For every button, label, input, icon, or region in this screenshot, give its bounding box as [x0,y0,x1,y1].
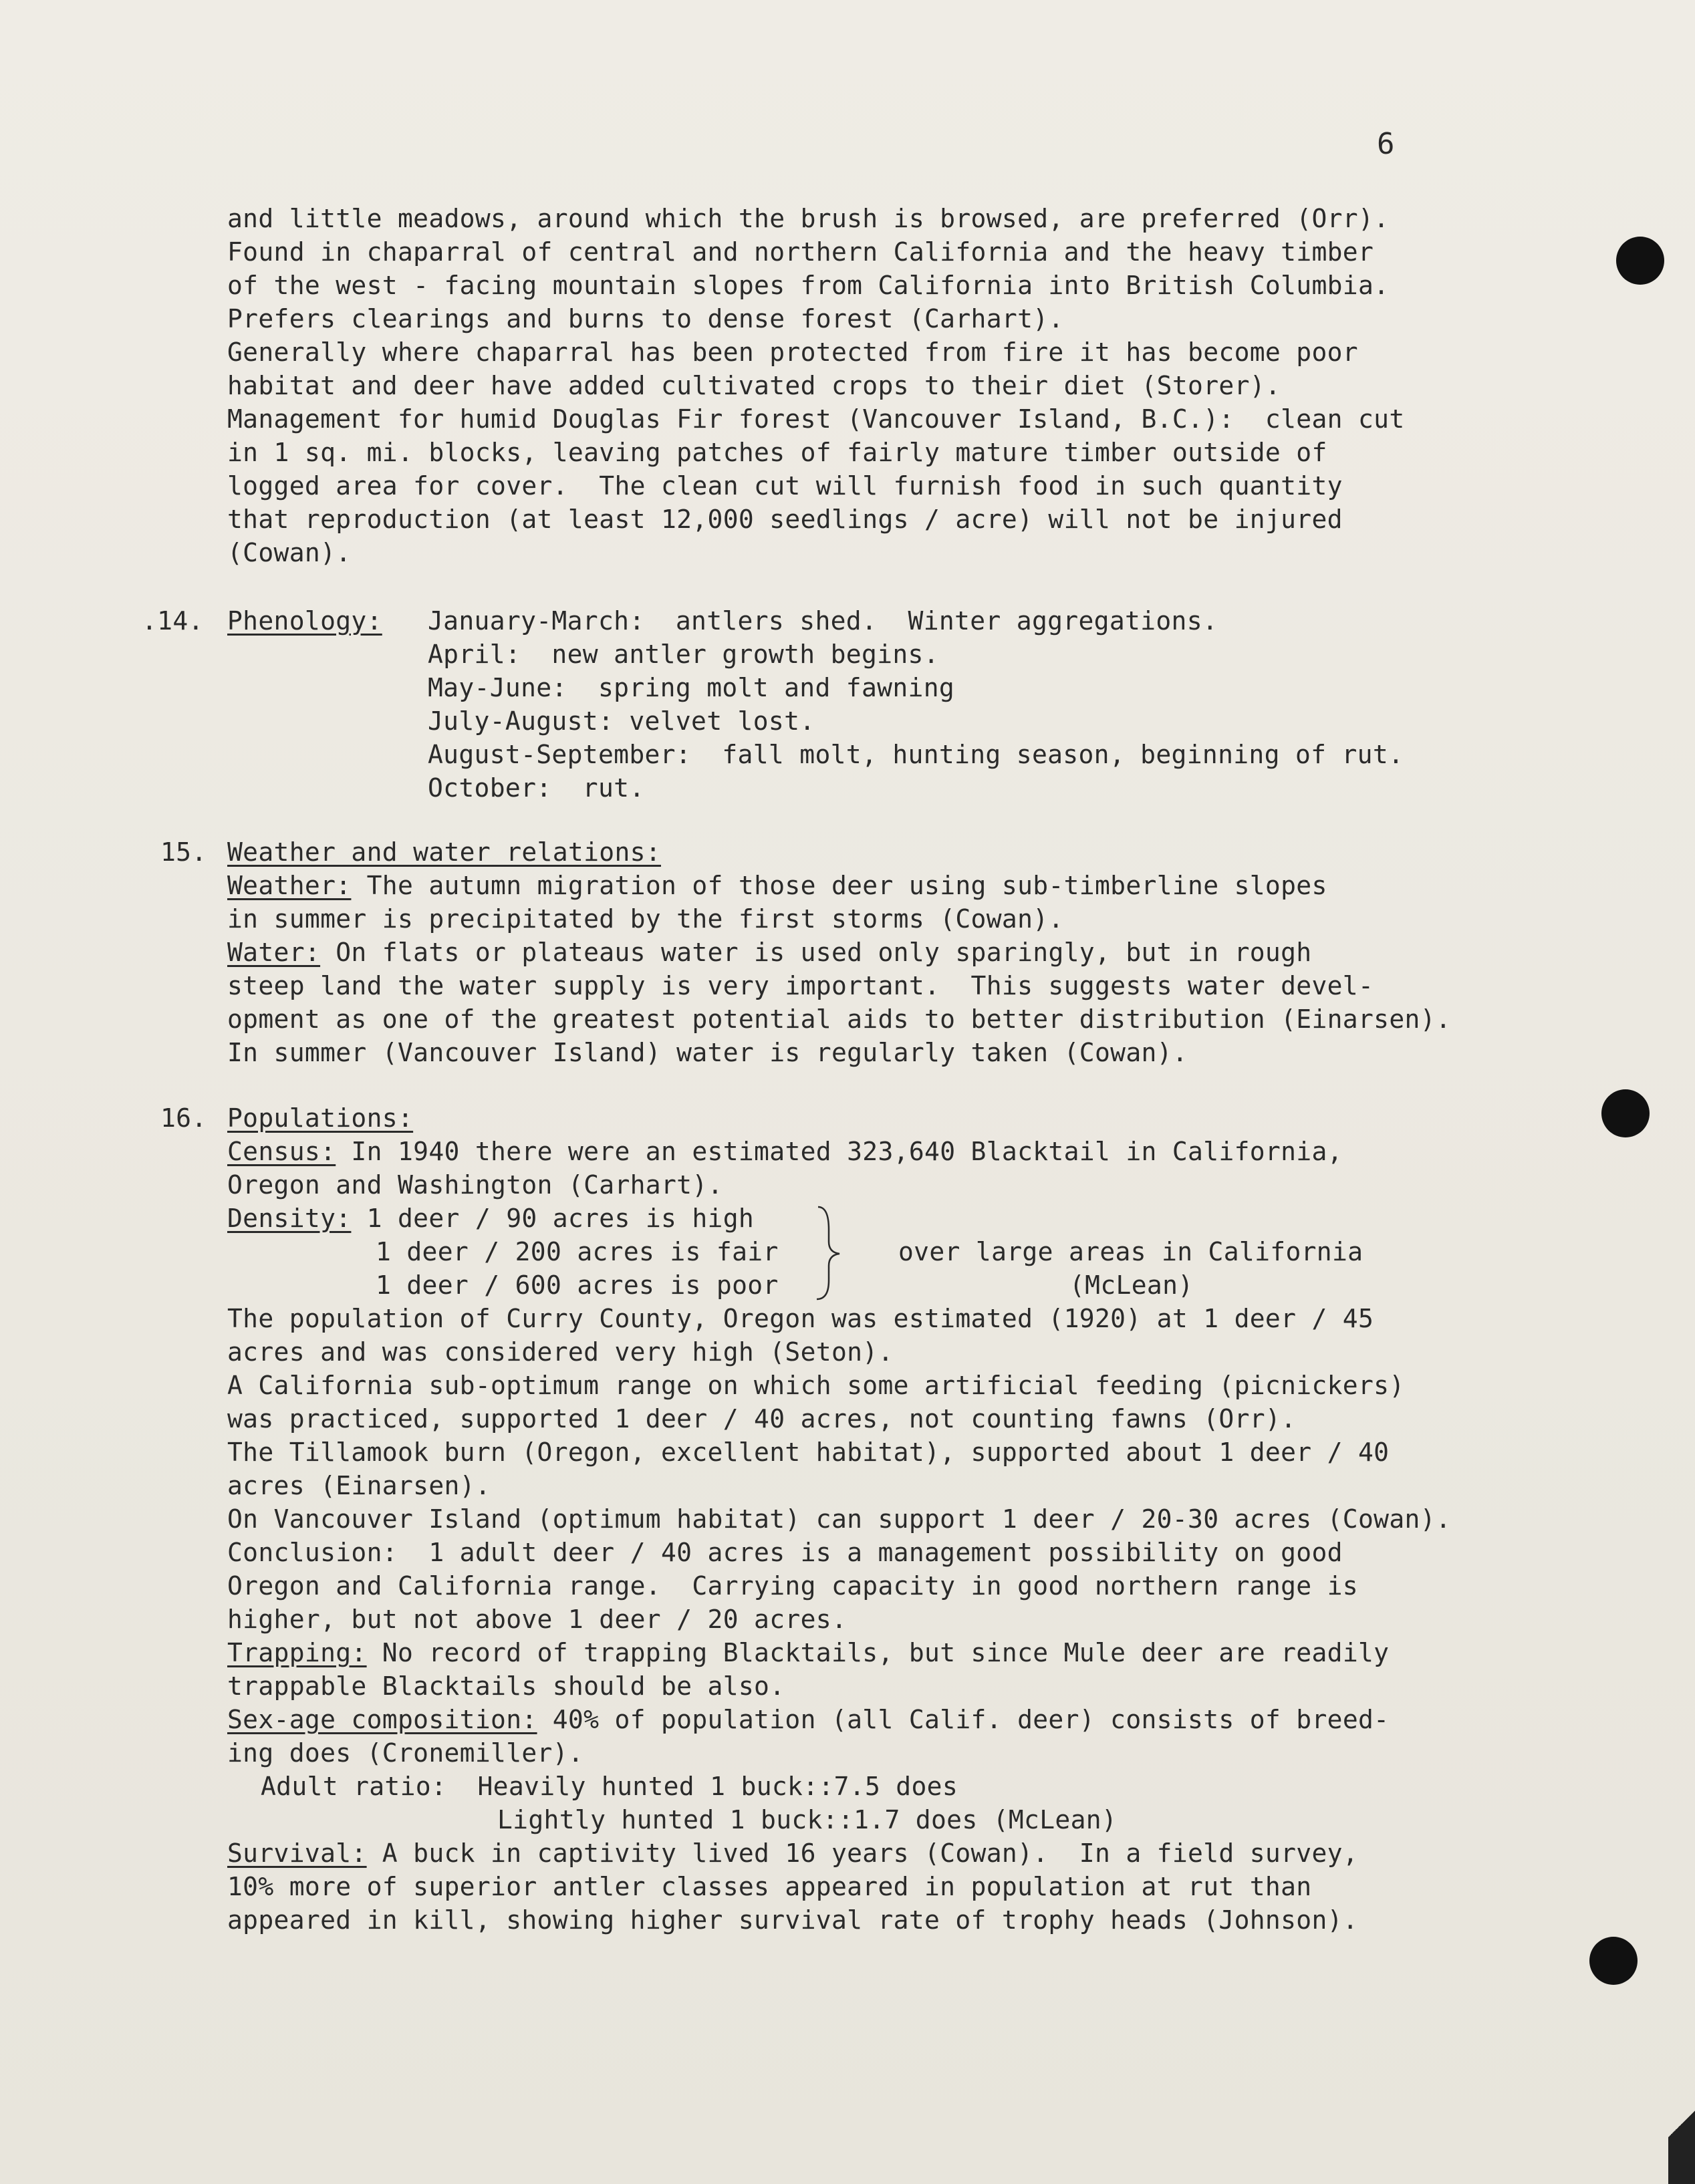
page-corner-fold [1668,2064,1695,2184]
phenology-item: January-March: antlers shed. Winter aggregations. [428,606,1218,636]
trapping-line [227,1636,1389,1669]
phenology-item: October: rut. [428,773,645,803]
ratio-line: Lightly hunted 1 buck::1.7 does (McLean) [497,1805,1118,1834]
page-number: 6 [1377,127,1395,161]
trapping-label: Trapping: [227,1638,367,1667]
intro-line: Found in chaparral of central and northern California and the heavy timber [227,237,1374,267]
section-number: 15. [160,837,207,867]
population-line: The Tillamook burn (Oregon, excellent habitat), supported about 1 deer / 40 [227,1438,1390,1467]
survival-line: 10% more of superior antler classes appeared in population at rut than [227,1872,1312,1901]
intro-line: that reproduction (at least 12,000 seedlings / acre) will not be injured [227,505,1343,534]
density-note: over large areas in California [898,1237,1363,1266]
intro-line: habitat and deer have added cultivated crops to their diet (Storer). [227,371,1281,400]
intro-line: (Cowan). [227,538,352,567]
intro-line: logged area for cover. The clean cut will furnish food in such quantity [227,471,1343,501]
survival-label: Survival: [227,1838,367,1868]
population-line: On Vancouver Island (optimum habitat) can support 1 deer / 20-30 acres (Cowan). [227,1504,1452,1534]
density-line: 1 deer / 200 acres is fair [376,1237,779,1266]
density-text: 1 deer / 90 acres is high [351,1204,755,1233]
population-line: Oregon and California range. Carrying capacity in good northern range is [227,1571,1358,1601]
water-line: In summer (Vancouver Island) water is regularly taken (Cowan). [227,1038,1188,1067]
population-line: acres (Einarsen). [227,1471,491,1500]
weather-label: Weather: [227,871,352,900]
density-line [227,1202,754,1235]
section-number: .14. [142,606,204,636]
punch-hole [1589,1937,1638,1985]
population-line: The population of Curry County, Oregon was estimated (1920) at 1 deer / 45 [227,1304,1374,1333]
intro-line: Prefers clearings and burns to dense forest (Carhart). [227,304,1064,333]
phenology-item: April: new antler growth begins. [428,640,939,669]
sexage-line [227,1703,1389,1736]
trapping-line: trappable Blacktails should be also. [227,1671,785,1701]
intro-line: Management for humid Douglas Fir forest (Vancouver Island, B.C.): clean cut [227,404,1405,434]
intro-line: and little meadows, around which the brush is browsed, are preferred (Orr). [227,204,1390,233]
water-line: opment as one of the greatest potential aids to better distribution (Einarsen). [227,1004,1452,1034]
water-line: steep land the water supply is very important. This suggests water devel- [227,971,1374,1000]
density-source: (McLean) [1069,1270,1194,1300]
ratio-line: Adult ratio: Heavily hunted 1 buck::7.5 does [261,1772,958,1801]
sexage-label: Sex-age composition: [227,1705,537,1734]
weather-text: The autumn migration of those deer using sub-timberline slopes [351,871,1327,900]
trapping-text: No record of trapping Blacktails, but since Mule deer are readily [366,1638,1390,1667]
population-line: was practiced, supported 1 deer / 40 acres, not counting fawns (Orr). [227,1404,1297,1434]
phenology-item: July-August: velvet lost. [428,706,815,736]
punch-hole [1616,237,1664,285]
census-line [227,1135,1343,1168]
phenology-item: August-September: fall molt, hunting season, beginning of rut. [428,740,1404,769]
intro-line: in 1 sq. mi. blocks, leaving patches of fairly mature timber outside of [227,438,1327,467]
survival-line [227,1836,1358,1870]
intro-line: of the west - facing mountain slopes from California into British Columbia. [227,271,1390,300]
phenology-item: May-June: spring molt and fawning [428,673,955,702]
density-line: 1 deer / 600 acres is poor [376,1270,779,1300]
survival-line: appeared in kill, showing higher survival rate of trophy heads (Johnson). [227,1905,1358,1935]
population-line: acres and was considered very high (Seton). [227,1337,894,1367]
water-label: Water: [227,938,321,967]
sexage-text: 40% of population (all Calif. deer) consists of breed- [537,1705,1390,1734]
density-label: Density: [227,1204,352,1233]
census-line: Oregon and Washington (Carhart). [227,1170,723,1200]
water-line [227,936,1311,969]
density-brace [814,1203,847,1303]
intro-line: Generally where chaparral has been protected from fire it has become poor [227,337,1358,367]
population-line: higher, but not above 1 deer / 20 acres. [227,1605,847,1634]
water-text: On flats or plateaus water is used only sparingly, but in rough [320,938,1312,967]
population-line: A California sub-optimum range on which some artificial feeding (picnickers) [227,1371,1405,1400]
weather-line [227,869,1327,902]
section-number: 16. [160,1103,207,1133]
section-heading: Phenology: [227,606,382,636]
survival-text: A buck in captivity lived 16 years (Cowan). In a field survey, [366,1838,1358,1868]
weather-line: in summer is precipitated by the first storms (Cowan). [227,904,1064,934]
population-line: Conclusion: 1 adult deer / 40 acres is a management possibility on good [227,1538,1343,1567]
census-text: In 1940 there were an estimated 323,640 Blacktail in California, [336,1137,1343,1166]
section-heading: Weather and water relations: [227,837,661,867]
sexage-line: ing does (Cronemiller). [227,1738,584,1768]
punch-hole [1601,1089,1650,1137]
section-heading: Populations: [227,1103,414,1133]
census-label: Census: [227,1137,336,1166]
